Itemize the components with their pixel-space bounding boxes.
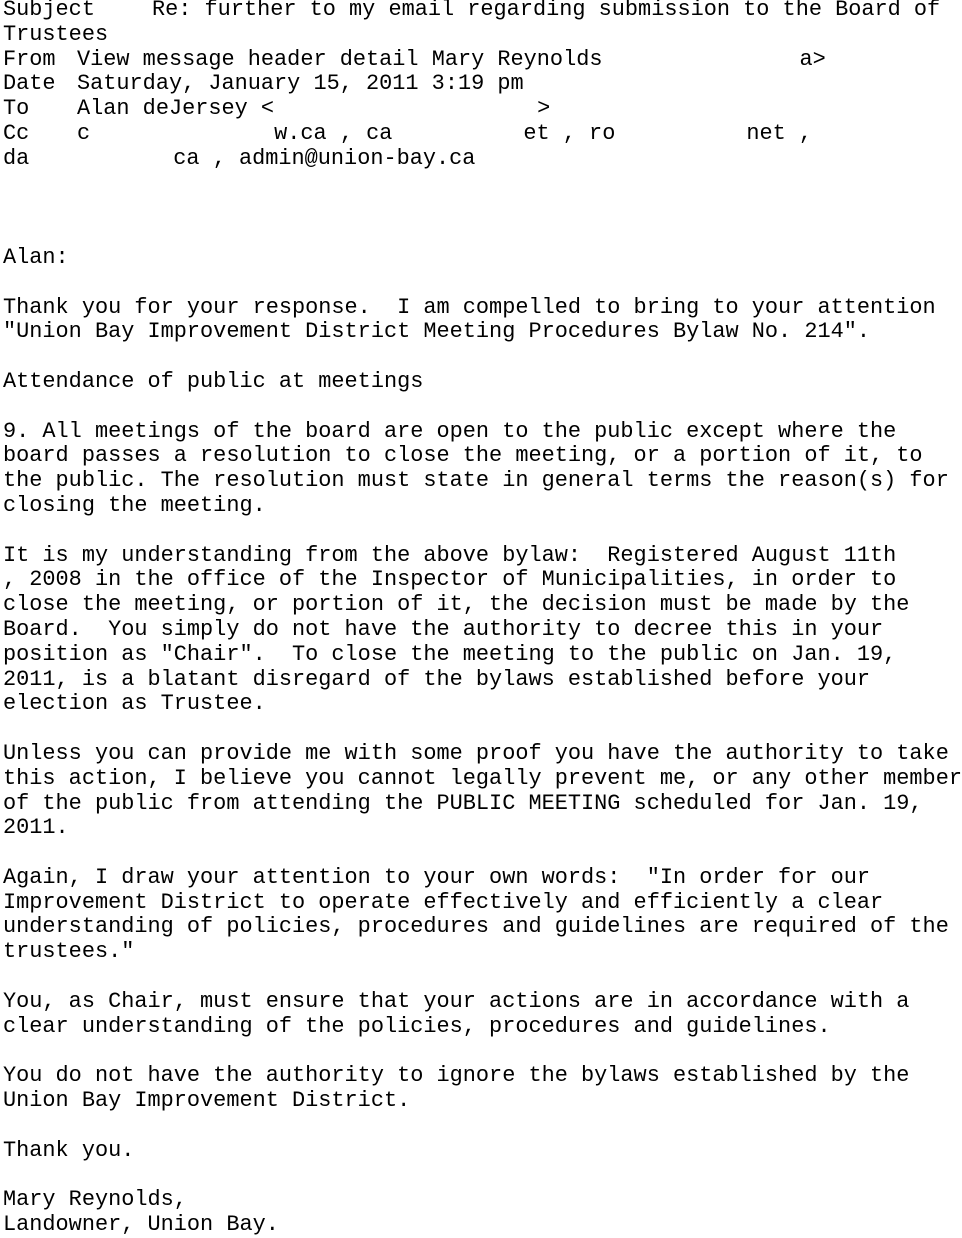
body-line: Improvement District to operate effectively and efficiently a clear xyxy=(3,889,884,915)
cc-line xyxy=(3,122,961,147)
signature xyxy=(3,1188,961,1238)
paragraph-9 xyxy=(3,1139,961,1164)
body-line: You do not have the authority to ignore the bylaws established by the xyxy=(3,1063,910,1089)
body-line: the public. The resolution must state in general terms the reason(s) for xyxy=(3,468,949,494)
subject-value: Re: further to my email regarding submission to the Board of xyxy=(152,0,941,22)
body-line: Board. You simply do not have the authority to decree this in your xyxy=(3,616,884,642)
email-printout xyxy=(3,0,961,1238)
cc-fragment: ca , admin@union-bay.ca xyxy=(173,145,476,171)
redacted-email xyxy=(615,123,746,143)
subject-line-continued xyxy=(3,23,961,48)
cc-fragment: da xyxy=(3,145,30,171)
subject-label: Subject xyxy=(3,0,95,22)
email-body xyxy=(3,246,961,1238)
body-line: Attendance of public at meetings xyxy=(3,368,424,394)
view-header-detail-link[interactable]: View message header detail xyxy=(77,46,419,72)
cc-line-continued xyxy=(3,147,961,172)
cc-fragment: w.ca , ca xyxy=(274,120,393,146)
sender-email-tail: a> xyxy=(799,46,826,72)
body-line: You, as Chair, must ensure that your actions are in accordance with a xyxy=(3,988,910,1014)
body-line: clear understanding of the policies, procedures and guidelines. xyxy=(3,1013,831,1039)
body-line: It is my understanding from the above bylaw: Registered August 11th xyxy=(3,542,897,568)
redacted-email xyxy=(29,148,173,168)
from-line xyxy=(3,48,961,73)
body-line: 2011. xyxy=(3,815,69,841)
body-line: , 2008 in the office of the Inspector of Municipalities, in order to xyxy=(3,567,897,593)
to-label: To xyxy=(3,96,30,122)
body-line: "Union Bay Improvement District Meeting Procedures Bylaw No. 214". xyxy=(3,319,871,345)
cc-label: Cc xyxy=(3,120,30,146)
body-line: close the meeting, or portion of it, the decision must be made by the xyxy=(3,592,910,618)
body-line: board passes a resolution to close the meeting, or a portion of it, to xyxy=(3,443,923,469)
recipient-email-tail: > xyxy=(537,96,551,122)
paragraph-3 xyxy=(3,420,961,519)
redacted-email xyxy=(392,123,523,143)
paragraph-4 xyxy=(3,544,961,718)
body-line: Again, I draw your attention to your own words: "In order for our xyxy=(3,864,871,890)
body-line: 9. All meetings of the board are open to the public except where the xyxy=(3,418,897,444)
redacted-email xyxy=(90,123,274,143)
date-value: Saturday, January 15, 2011 3:19 pm xyxy=(77,71,524,97)
date-label: Date xyxy=(3,71,56,97)
signature-title: Landowner, Union Bay. xyxy=(3,1212,279,1238)
sender-name: Mary Reynolds xyxy=(431,46,603,72)
from-label: From xyxy=(3,46,56,72)
paragraph-1 xyxy=(3,296,961,346)
cc-fragment: et , ro xyxy=(523,120,616,146)
redacted-email xyxy=(274,98,537,118)
to-line xyxy=(3,97,961,122)
body-line: closing the meeting. xyxy=(3,492,266,518)
body-line: Thank you for your response. I am compelled to bring to your attention xyxy=(3,294,936,320)
paragraph-8 xyxy=(3,1064,961,1114)
body-line: Thank you. xyxy=(3,1137,135,1163)
body-line: Unless you can provide me with some proof you have the authority to take xyxy=(3,740,949,766)
redacted-email xyxy=(602,49,799,69)
subject-value-continued: Trustees xyxy=(3,21,109,47)
signature-name: Mary Reynolds, xyxy=(3,1187,187,1213)
paragraph-6 xyxy=(3,866,961,965)
body-line: Union Bay Improvement District. xyxy=(3,1088,411,1114)
date-line xyxy=(3,72,961,97)
body-line: this action, I believe you cannot legally prevent me, or any other member xyxy=(3,765,962,791)
body-line: understanding of policies, procedures and guidelines are required of the xyxy=(3,914,949,940)
paragraph-2 xyxy=(3,370,961,395)
body-line: trustees." xyxy=(3,939,135,965)
paragraph-5 xyxy=(3,742,961,841)
cc-fragment: c xyxy=(77,120,91,146)
recipient-name: Alan deJersey < xyxy=(77,96,275,122)
email-header xyxy=(3,0,961,172)
body-line: 2011, is a blatant disregard of the bylaws established before your xyxy=(3,666,871,692)
body-line: position as "Chair". To close the meeting to the public on Jan. 19, xyxy=(3,641,897,667)
body-line: of the public from attending the PUBLIC MEETING scheduled for Jan. 19, xyxy=(3,790,923,816)
greeting: Alan: xyxy=(3,244,69,270)
body-line: election as Trustee. xyxy=(3,691,266,717)
subject-line xyxy=(3,0,961,23)
paragraph-7 xyxy=(3,990,961,1040)
cc-fragment: net , xyxy=(746,120,813,146)
